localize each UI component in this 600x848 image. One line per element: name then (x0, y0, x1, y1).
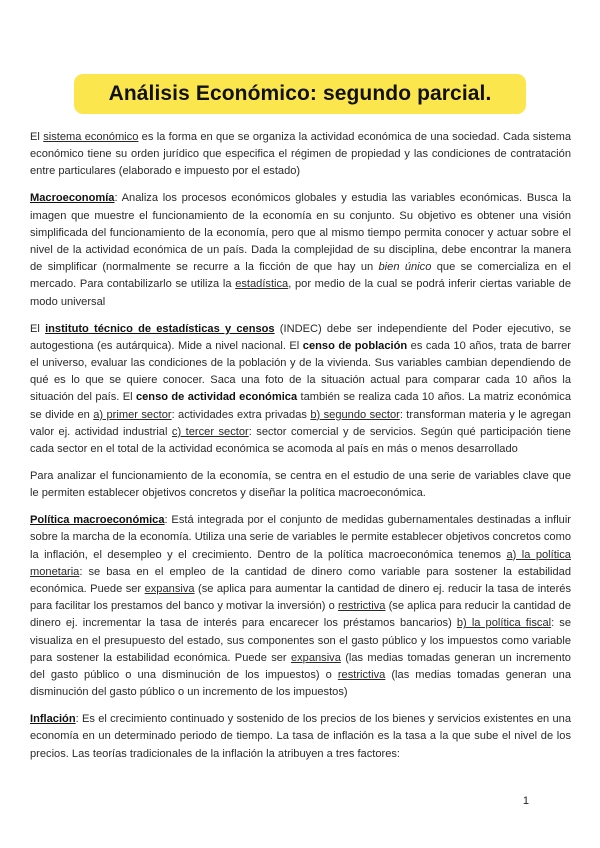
paragraph-macroeconomia: Macroeconomía: Analiza los procesos económicos globales y estudia las variables económicas. Busca la imagen que muestre el funcionamiento de la economía en su conjunto. Su objetivo es obtener una visión simplificada del funcionamiento de la economía, pero que al mismo tiempo permita conocer y actuar sobre el nivel de la actividad económica de un país. Dada la complejidad de su disciplina, debe encontrar la manera de simplificar (normalmente se recurre a la ficción de que hay un bien único que se comercializa en el mercado. Para contabilizarlo se utiliza la estadística, por medio de la cual se podrá inferir ciertas variable de modo universal (30, 192, 571, 308)
term-macroeconomia: Macroeconomía (30, 192, 115, 205)
term-politica-fiscal: b) la política fiscal (456, 617, 552, 630)
term-inflacion: Inflación (30, 713, 76, 726)
term-primer-sector: a) primer sector (93, 408, 172, 421)
paragraph-inflacion: Inflación: Es el crecimiento continuado y sostenido de los precios de los bienes y servicios existentes en una economía en un determinado periodo de tiempo. La tasa de inflación es la tasa a la que sube el nivel de los precios. Las teorías tradicionales de la inflación la atribuyen a tres factores: (30, 713, 571, 760)
term-censo-poblacion: censo de población (302, 339, 408, 352)
paragraph-variables: Para analizar el funcionamiento de la economía, se centra en el estudio de una serie de variables clave que le permiten establecer objetivos concretos y diseñar la política macroeconómica. (30, 470, 571, 500)
paragraph-sistema-economico: El sistema económico es la forma en que se organiza la actividad económica de una sociedad. Cada sistema económico tiene su orden jurídico que especifica el régimen de propiedad y las condiciones de contratación entre particulares (elaborado e impuesto por el estado) (30, 131, 572, 178)
term-politica-monetaria: a) la política monetaria (30, 548, 571, 578)
term-sistema-economico: sistema económico (43, 131, 139, 143)
term-restrictiva: restrictiva (337, 600, 386, 613)
title-highlight (74, 74, 526, 114)
document-body (30, 129, 571, 773)
page-number: 1 (522, 795, 529, 807)
term-instituto: instituto técnico de estadísticas y censos (45, 322, 275, 335)
paragraph-indec: El instituto técnico de estadísticas y censos (INDEC) debe ser independiente del Poder ejecutivo, se autogestiona (es autárquica). Mide a nivel nacional. El censo de población es cada 10 años, trata de barrer el universo, evaluar las condiciones de la población y de la vivienda. Sus variables cambian dependiendo de qué es lo que se quiere conocer. Saca una foto de la situación actual para comparar cada 10 años la situación del país. El censo de actividad económica también se realiza cada 10 años. La matriz económica se divide en a) primer sector: actividades extra privadas b) segundo sector: transforman materia y le agregan valor ej. actividad industrial c) tercer sector: sector comercial y de servicios. Según qué participación tiene cada sector en el total de la actividad económica se acomoda al país en más o menos desarrollado (30, 322, 571, 456)
term-censo-actividad: censo de actividad económica (135, 391, 298, 404)
term-politica-macro: Política macroeconómica (30, 514, 165, 527)
term-segundo-sector: b) segundo sector (310, 408, 400, 421)
paragraph-politica-macro: Política macroeconómica: Está integrada por el conjunto de medidas gubernamentales destinadas a influir sobre la marcha de la economía. Utiliza una serie de variables le permite establecer objetivos concretos como la inflación, el desempleo y el crecimiento. Dentro de la política macroeconómica tenemos a) la política monetaria: se basa en el empleo de la cantidad de dinero como variable para sostener la estabilidad económica. Puede ser expansiva (se aplica para aumentar la cantidad de dinero ej. reducir la tasa de interés para facilitar los prestamos del banco y motivar la inversión) o restrictiva (se aplica para reducir la cantidad de dinero ej. incrementar la tasa de interés para encarecer los préstamos bancarios) b) la política fiscal: se visualiza en el presupuesto del estado, sus componentes son el gasto público y los impuestos como variable para sostener la estabilidad económica. Puede ser expansiva (las medias tomadas generan un incremento del gasto público o una disminución de los impuestos) o restrictiva (las medias tomadas generan una disminución del gasto público o un incremento de los impuestos) (30, 514, 572, 699)
term-estadistica: estadística (235, 278, 289, 291)
page-title: Análisis Económico: segundo parcial. (108, 82, 492, 105)
term-tercer-sector: c) tercer sector (171, 425, 249, 438)
term-restrictiva: restrictiva (337, 669, 386, 682)
term-expansiva: expansiva (144, 583, 195, 596)
term-bien-unico: bien único (378, 261, 432, 274)
term-expansiva: expansiva (290, 651, 341, 664)
